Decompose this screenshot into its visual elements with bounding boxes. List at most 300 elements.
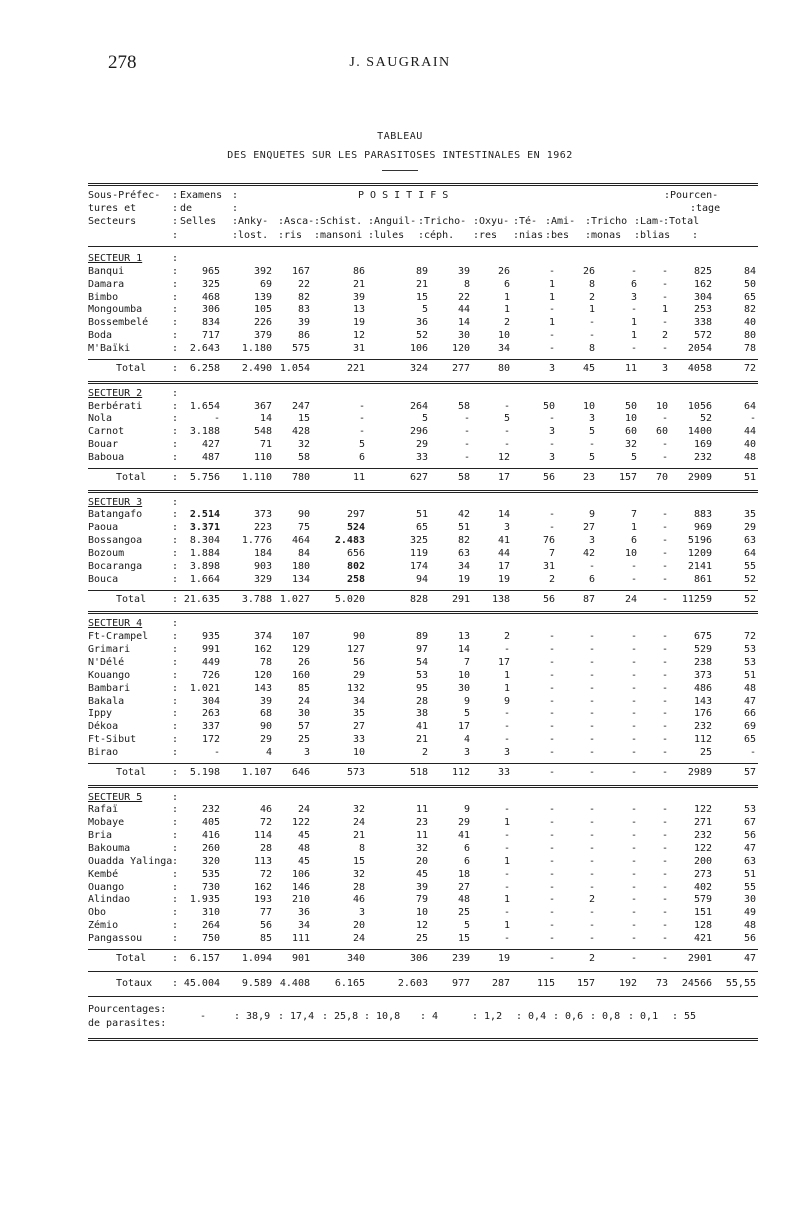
table-row xyxy=(0,829,800,842)
page-header xyxy=(0,52,800,76)
cell-ankylostomes: 72 xyxy=(259,868,272,880)
percentage-value: : 55 xyxy=(672,1010,697,1022)
cell-trichocephales: 7 xyxy=(463,656,470,668)
table-row xyxy=(0,303,800,316)
cell-total-positifs: 11259 xyxy=(681,593,712,605)
cell-lamblias: - xyxy=(661,509,668,521)
row-label: Bossembelé xyxy=(88,317,149,329)
row-label: Bria xyxy=(88,830,113,842)
cell-lamblias: - xyxy=(661,548,668,559)
cell-tenias: - xyxy=(548,952,555,964)
cell-trichocephales: 18 xyxy=(457,868,470,880)
col-sep: : xyxy=(172,952,179,964)
cell-lamblias: - xyxy=(661,920,668,932)
cell-ascaris: 36 xyxy=(297,907,310,919)
col-sep: : xyxy=(232,190,239,201)
cell-oxyures: 19 xyxy=(497,573,510,585)
cell-trichomonas: - xyxy=(630,734,637,746)
col-sep: : xyxy=(172,907,179,919)
cell-pourcentage: 82 xyxy=(743,304,756,316)
cell-pourcentage: 80 xyxy=(743,330,756,342)
cell-trichocephales: 25 xyxy=(457,907,470,919)
cell-trichomonas: - xyxy=(630,843,637,854)
cell-total-positifs: 128 xyxy=(693,920,712,932)
cell-oxyures: 14 xyxy=(497,509,510,521)
cell-schist-mansoni: 132 xyxy=(346,682,365,694)
cell-total-positifs: 825 xyxy=(693,265,712,277)
cell-ankylostomes: 110 xyxy=(253,451,272,463)
cell-total-positifs: 402 xyxy=(693,881,712,893)
cell-oxyures: 1 xyxy=(503,817,510,829)
cell-trichomonas: 1 xyxy=(630,522,637,534)
cell-pourcentage: 66 xyxy=(743,708,756,720)
cell-examens: 264 xyxy=(201,920,220,932)
cell-pourcentage: 53 xyxy=(743,804,756,816)
col-sep: : xyxy=(172,804,179,816)
cell-oxyures: 41 xyxy=(497,535,510,547)
table-row xyxy=(0,643,800,656)
cell-trichomonas: - xyxy=(630,573,637,585)
cell-lamblias: - xyxy=(661,746,668,758)
cell-ascaris: 82 xyxy=(297,291,310,303)
col-sep: : xyxy=(172,413,179,425)
cell-tenias: - xyxy=(548,932,555,944)
cell-anguillules: 5 xyxy=(421,304,428,316)
cell-ankylostomes: 379 xyxy=(253,330,272,342)
cell-trichocephales: 277 xyxy=(451,362,470,374)
row-label: Batangafo xyxy=(88,509,143,521)
cell-anguillules: 15 xyxy=(415,291,428,303)
cell-ankylostomes: 9.589 xyxy=(241,977,272,989)
cell-lamblias: - xyxy=(661,342,668,354)
cell-amibes: - xyxy=(588,868,595,880)
col-sep: : xyxy=(172,253,179,264)
cell-tenias: - xyxy=(548,746,555,758)
cell-total-positifs: 112 xyxy=(693,734,712,746)
cell-trichomonas: - xyxy=(630,881,637,893)
cell-lamblias: - xyxy=(661,734,668,746)
cell-ankylostomes: 162 xyxy=(253,881,272,893)
cell-anguillules: 65 xyxy=(415,522,428,534)
col-sep: : xyxy=(172,203,179,214)
cell-trichomonas: 5 xyxy=(630,451,637,463)
cell-trichomonas: 7 xyxy=(630,509,637,521)
cell-pourcentage: 40 xyxy=(743,317,756,329)
row-label: Bossangoa xyxy=(88,535,143,547)
cell-anguillules: 32 xyxy=(415,843,428,854)
cell-pourcentage: 65 xyxy=(743,291,756,303)
cell-ankylostomes: 69 xyxy=(259,278,272,290)
cell-tenias: - xyxy=(548,695,555,707)
cell-examens: 320 xyxy=(201,855,220,867)
cell-ankylostomes: 193 xyxy=(253,894,272,906)
cell-ascaris: 129 xyxy=(291,644,310,656)
column-header-sectors: Sous-Préfec- xyxy=(88,190,161,201)
cell-tenias: - xyxy=(548,265,555,277)
cell-amibes: - xyxy=(588,830,595,842)
cell-trichomonas: - xyxy=(630,894,637,906)
cell-anguillules: 20 xyxy=(415,855,428,867)
cell-ascaris: 247 xyxy=(291,400,310,412)
cell-examens: 427 xyxy=(201,439,220,451)
table-row xyxy=(0,855,800,868)
cell-total-positifs: 5196 xyxy=(687,535,712,547)
cell-schist-mansoni: 19 xyxy=(352,317,365,329)
cell-examens: 5.198 xyxy=(189,766,220,778)
cell-trichocephales: 4 xyxy=(463,734,470,746)
cell-examens: 535 xyxy=(201,868,220,880)
cell-tenias: 76 xyxy=(542,535,555,547)
cell-lamblias: - xyxy=(661,894,668,906)
cell-amibes: 2 xyxy=(588,894,595,906)
cell-oxyures: 1 xyxy=(503,894,510,906)
cell-ascaris: 24 xyxy=(297,695,310,707)
table-row xyxy=(0,868,800,881)
table-row xyxy=(0,508,800,521)
cell-ascaris: 428 xyxy=(291,426,310,438)
cell-total-positifs: 2909 xyxy=(687,471,712,483)
cell-lamblias: - xyxy=(661,804,668,816)
cell-examens: 1.664 xyxy=(189,573,220,585)
cell-lamblias: - xyxy=(661,291,668,303)
cell-anguillules: 39 xyxy=(415,881,428,893)
cell-anguillules: 52 xyxy=(415,330,428,342)
column-header-examens: Selles xyxy=(180,216,217,227)
cell-lamblias: 2 xyxy=(661,330,668,342)
cell-total-positifs: 271 xyxy=(693,817,712,829)
cell-oxyures: 34 xyxy=(497,342,510,354)
cell-lamblias: - xyxy=(661,952,668,964)
cell-trichocephales: - xyxy=(463,426,470,438)
cell-amibes: 8 xyxy=(588,278,595,290)
cell-ascaris: 4.408 xyxy=(279,977,310,989)
col-sep: : xyxy=(172,817,179,829)
row-label: Rafaï xyxy=(88,804,119,816)
table-row xyxy=(0,842,800,855)
cell-examens: 8.304 xyxy=(189,535,220,547)
row-label: N'Délé xyxy=(88,656,125,668)
col-sep: : xyxy=(172,855,179,867)
cell-anguillules: 11 xyxy=(415,830,428,842)
cell-ankylostomes: 3.788 xyxy=(241,593,272,605)
cell-schist-mansoni: 24 xyxy=(352,817,365,829)
cell-ankylostomes: 78 xyxy=(259,656,272,668)
cell-ankylostomes: 85 xyxy=(259,932,272,944)
cell-ankylostomes: 4 xyxy=(265,746,272,758)
cell-lamblias: - xyxy=(661,932,668,944)
cell-schist-mansoni: 5 xyxy=(358,439,365,451)
cell-anguillules: 79 xyxy=(415,894,428,906)
table-row xyxy=(0,412,800,425)
cell-trichomonas: - xyxy=(630,656,637,668)
col-sep: : xyxy=(172,618,179,630)
cell-anguillules: 89 xyxy=(415,265,428,277)
cell-lamblias: - xyxy=(661,669,668,681)
cell-anguillules: 325 xyxy=(409,535,428,547)
cell-examens: 3.898 xyxy=(189,560,220,572)
cell-schist-mansoni: 6.165 xyxy=(334,977,365,989)
row-label: Bouar xyxy=(88,439,119,451)
cell-examens: 6.157 xyxy=(189,952,220,964)
cell-lamblias: 60 xyxy=(655,426,668,438)
table-row xyxy=(0,451,800,464)
cell-trichocephales: 63 xyxy=(457,548,470,559)
cell-examens: 306 xyxy=(201,304,220,316)
col-sep: : xyxy=(172,977,179,989)
cell-tenias: - xyxy=(548,804,555,816)
cell-trichocephales: 17 xyxy=(457,721,470,733)
cell-ascaris: 210 xyxy=(291,894,310,906)
cell-pourcentage: 55 xyxy=(743,881,756,893)
col-sep: : xyxy=(172,330,179,342)
cell-tenias: 2 xyxy=(548,573,555,585)
cell-trichomonas: 1 xyxy=(630,330,637,342)
row-label: Obo xyxy=(88,907,107,919)
col-sep: : xyxy=(172,631,179,643)
cell-pourcentage: 84 xyxy=(743,265,756,277)
col-sep: : xyxy=(172,695,179,707)
cell-trichocephales: - xyxy=(463,413,470,425)
table-row xyxy=(0,291,800,304)
sector-title-row xyxy=(0,496,800,509)
cell-trichocephales: 14 xyxy=(457,317,470,329)
cell-examens: 2.643 xyxy=(189,342,220,354)
cell-pourcentage: 55 xyxy=(743,560,756,572)
cell-tenias: - xyxy=(548,830,555,842)
cell-ankylostomes: 367 xyxy=(253,400,272,412)
cell-ascaris: 22 xyxy=(297,278,310,290)
cell-ankylostomes: 120 xyxy=(253,669,272,681)
cell-examens: 416 xyxy=(201,830,220,842)
column-header-parasite: :blias xyxy=(634,230,671,241)
cell-oxyures: 1 xyxy=(503,855,510,867)
cell-lamblias: - xyxy=(661,317,668,329)
column-header-parasite: :Tricho xyxy=(585,216,628,227)
col-sep: : xyxy=(172,682,179,694)
cell-ascaris: 111 xyxy=(291,932,310,944)
column-header-parasite: :Total xyxy=(663,216,700,227)
cell-examens: 834 xyxy=(201,317,220,329)
cell-trichomonas: - xyxy=(630,746,637,758)
cell-schist-mansoni: 24 xyxy=(352,932,365,944)
cell-schist-mansoni: - xyxy=(358,400,365,412)
sector-title-row xyxy=(0,791,800,804)
cell-pourcentage: 56 xyxy=(743,830,756,842)
cell-anguillules: 53 xyxy=(415,669,428,681)
cell-anguillules: 2.603 xyxy=(397,977,428,989)
cell-total-positifs: 238 xyxy=(693,656,712,668)
cell-examens: 726 xyxy=(201,669,220,681)
cell-ascaris: 146 xyxy=(291,881,310,893)
table-row xyxy=(0,919,800,932)
cell-ankylostomes: 1.107 xyxy=(241,766,272,778)
cell-anguillules: 41 xyxy=(415,721,428,733)
cell-amibes: 9 xyxy=(588,509,595,521)
cell-amibes: 3 xyxy=(588,535,595,547)
cell-anguillules: 174 xyxy=(409,560,428,572)
col-sep: : xyxy=(172,265,179,277)
row-label: Ouadda Yalinga xyxy=(88,855,173,867)
cell-tenias: 1 xyxy=(548,278,555,290)
cell-oxyures: 3 xyxy=(503,522,510,534)
cell-anguillules: 25 xyxy=(415,932,428,944)
sector-separator-rule xyxy=(88,490,758,493)
cell-ankylostomes: 71 xyxy=(259,439,272,451)
cell-oxyures: 287 xyxy=(491,977,510,989)
table-row xyxy=(0,560,800,573)
cell-total-positifs: 579 xyxy=(693,894,712,906)
cell-lamblias: - xyxy=(661,593,668,605)
cell-total-positifs: 253 xyxy=(693,304,712,316)
cell-ascaris: 1.027 xyxy=(279,593,310,605)
percentage-value: : 25,8 xyxy=(322,1010,359,1022)
cell-trichomonas: 10 xyxy=(624,413,637,425)
cell-pourcentage: 72 xyxy=(743,362,756,374)
cell-trichocephales: 44 xyxy=(457,304,470,316)
table-caption-title: TABLEAU xyxy=(377,131,423,142)
cell-trichomonas: - xyxy=(630,804,637,816)
cell-trichocephales: 15 xyxy=(457,932,470,944)
cell-tenias: - xyxy=(548,631,555,643)
cell-trichomonas: 60 xyxy=(624,426,637,438)
cell-lamblias: 10 xyxy=(655,400,668,412)
cell-pourcentage: 63 xyxy=(743,855,756,867)
cell-lamblias: - xyxy=(661,843,668,854)
cell-amibes: - xyxy=(588,766,595,778)
cell-trichocephales: 13 xyxy=(457,631,470,643)
table-top-rule xyxy=(88,183,758,186)
cell-trichocephales: 8 xyxy=(463,278,470,290)
col-sep: : xyxy=(172,522,179,534)
cell-lamblias: - xyxy=(661,413,668,425)
cell-pourcentage: 56 xyxy=(743,932,756,944)
column-header-examens: Examens xyxy=(180,190,223,201)
cell-pourcentage: 78 xyxy=(743,342,756,354)
cell-pourcentage: 48 xyxy=(743,451,756,463)
cell-examens: - xyxy=(213,746,220,758)
cell-ascaris: 30 xyxy=(297,708,310,720)
cell-examens: 263 xyxy=(201,708,220,720)
cell-ascaris: 134 xyxy=(291,573,310,585)
cell-lamblias: - xyxy=(661,881,668,893)
cell-pourcentage: 67 xyxy=(743,817,756,829)
cell-amibes: - xyxy=(588,855,595,867)
cell-total-positifs: 338 xyxy=(693,317,712,329)
cell-anguillules: 45 xyxy=(415,868,428,880)
cell-amibes: 3 xyxy=(588,413,595,425)
cell-lamblias: - xyxy=(661,695,668,707)
cell-schist-mansoni: 39 xyxy=(352,291,365,303)
sector-total-row xyxy=(0,952,800,965)
sector-title: SECTEUR 5 xyxy=(88,791,143,803)
cell-examens: 3.371 xyxy=(189,522,220,534)
column-header-parasite: :Oxyu- xyxy=(473,216,510,227)
cell-schist-mansoni: 11 xyxy=(352,471,365,483)
cell-total-positifs: 143 xyxy=(693,695,712,707)
cell-trichocephales: 22 xyxy=(457,291,470,303)
cell-lamblias: 73 xyxy=(655,977,668,989)
cell-pourcentage: 51 xyxy=(743,471,756,483)
cell-ascaris: 780 xyxy=(291,471,310,483)
cell-schist-mansoni: 28 xyxy=(352,881,365,893)
cell-ankylostomes: 14 xyxy=(259,413,272,425)
row-label: Baboua xyxy=(88,451,125,463)
total-rule xyxy=(88,949,758,950)
cell-anguillules: 21 xyxy=(415,278,428,290)
cell-schist-mansoni: 10 xyxy=(352,746,365,758)
table-row xyxy=(0,534,800,547)
col-sep: : xyxy=(232,203,239,214)
col-sep: : xyxy=(692,230,699,241)
col-sep: : xyxy=(172,868,179,880)
cell-anguillules: 2 xyxy=(421,746,428,758)
cell-trichocephales: 82 xyxy=(457,535,470,547)
cell-ankylostomes: 28 xyxy=(259,843,272,854)
percentage-value: : 10,8 xyxy=(364,1010,401,1022)
cell-trichomonas: - xyxy=(630,560,637,572)
cell-trichocephales: 291 xyxy=(451,593,470,605)
cell-oxyures: 17 xyxy=(497,656,510,668)
cell-oxyures: - xyxy=(503,881,510,893)
cell-oxyures: 17 xyxy=(497,471,510,483)
total-rule xyxy=(88,468,758,469)
col-sep: : xyxy=(172,593,179,605)
row-label: Boda xyxy=(88,330,113,342)
total-rule xyxy=(88,359,758,360)
cell-tenias: - xyxy=(548,920,555,932)
cell-amibes: 45 xyxy=(582,362,595,374)
cell-trichomonas: - xyxy=(630,695,637,707)
cell-tenias: - xyxy=(548,413,555,425)
cell-ascaris: 45 xyxy=(297,830,310,842)
cell-pourcentage: 51 xyxy=(743,669,756,681)
table-row xyxy=(0,720,800,733)
cell-trichocephales: 19 xyxy=(457,573,470,585)
cell-trichomonas: - xyxy=(630,855,637,867)
column-header-sectors: tures et xyxy=(88,203,137,214)
cell-trichocephales: 39 xyxy=(457,265,470,277)
header-row xyxy=(0,190,800,204)
cell-amibes: 5 xyxy=(588,426,595,438)
cell-pourcentage: 64 xyxy=(743,400,756,412)
cell-tenias: - xyxy=(548,342,555,354)
cell-ascaris: 84 xyxy=(297,548,310,559)
cell-examens: 935 xyxy=(201,631,220,643)
cell-lamblias: - xyxy=(661,907,668,919)
cell-pourcentage: - xyxy=(749,746,756,758)
cell-pourcentage: 53 xyxy=(743,656,756,668)
cell-ankylostomes: 68 xyxy=(259,708,272,720)
column-header-parasite: :nias xyxy=(513,230,544,241)
cell-examens: 730 xyxy=(201,881,220,893)
cell-trichomonas: 192 xyxy=(618,977,637,989)
table-row xyxy=(0,746,800,759)
cell-anguillules: 29 xyxy=(415,439,428,451)
cell-examens: 405 xyxy=(201,817,220,829)
cell-lamblias: - xyxy=(661,451,668,463)
cell-ankylostomes: 223 xyxy=(253,522,272,534)
cell-oxyures: - xyxy=(503,907,510,919)
col-sep: : xyxy=(172,496,179,508)
cell-oxyures: 6 xyxy=(503,278,510,290)
cell-pourcentage: 50 xyxy=(743,278,756,290)
cell-tenias: 3 xyxy=(548,451,555,463)
cell-schist-mansoni: 3 xyxy=(358,907,365,919)
row-label: Bakouma xyxy=(88,843,131,854)
cell-lamblias: - xyxy=(661,535,668,547)
cell-total-positifs: 4058 xyxy=(687,362,712,374)
cell-amibes: - xyxy=(588,843,595,854)
